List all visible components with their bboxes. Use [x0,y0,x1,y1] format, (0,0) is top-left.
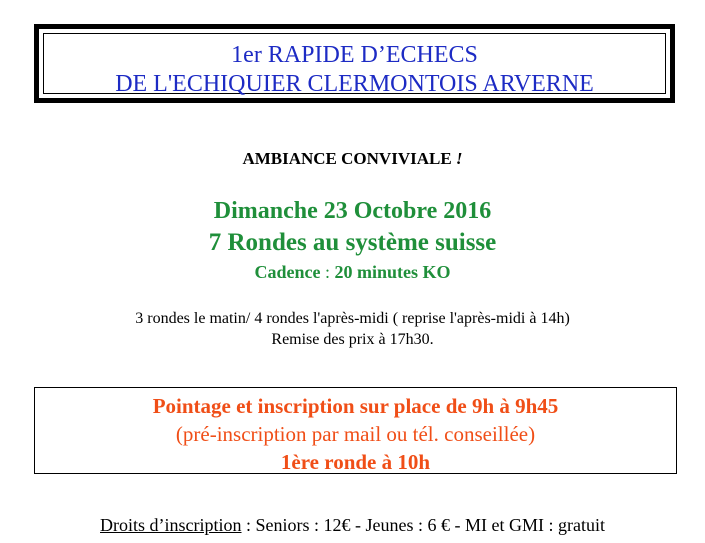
registration-line-3: 1ère ronde à 10h [280,450,431,474]
registration-line-1: Pointage et inscription sur place de 9h à 9h45 [152,394,559,418]
registration-box [34,387,677,474]
event-cadence [0,261,705,283]
fees-text: : Seniors : 12€ - Jeunes : 6 € - MI et GMI : gratuit [241,515,605,535]
title-box [34,24,675,103]
event-rounds: 7 Rondes au système suisse [208,229,497,256]
cadence-separator: : [320,262,335,282]
registration-line-2: (pré-inscription par mail ou tél. conseillée) [175,422,536,446]
cadence-label: Cadence [254,262,321,282]
fees-line [0,513,705,537]
schedule-line-2: Remise des prix à 17h30. [271,331,434,348]
title-inner-frame [43,33,666,97]
title-line-2: DE L'ECHIQUIER CLERMONTOIS ARVERNE [115,71,594,97]
fees-label: Droits d’inscription [100,515,242,535]
ambiance-text: AMBIANCE CONVIVIALE [242,149,456,168]
ambiance-exclamation: ! [455,149,463,168]
schedule-line-1: 3 rondes le matin/ 4 rondes l'après-midi ( reprise l'après-midi à 14h) [135,310,570,327]
ambiance-line [0,148,705,170]
event-date: Dimanche 23 Octobre 2016 [213,198,492,224]
cadence-value: 20 minutes KO [334,262,451,282]
title-line-1: 1er RAPIDE D’ECHECS [231,42,478,68]
